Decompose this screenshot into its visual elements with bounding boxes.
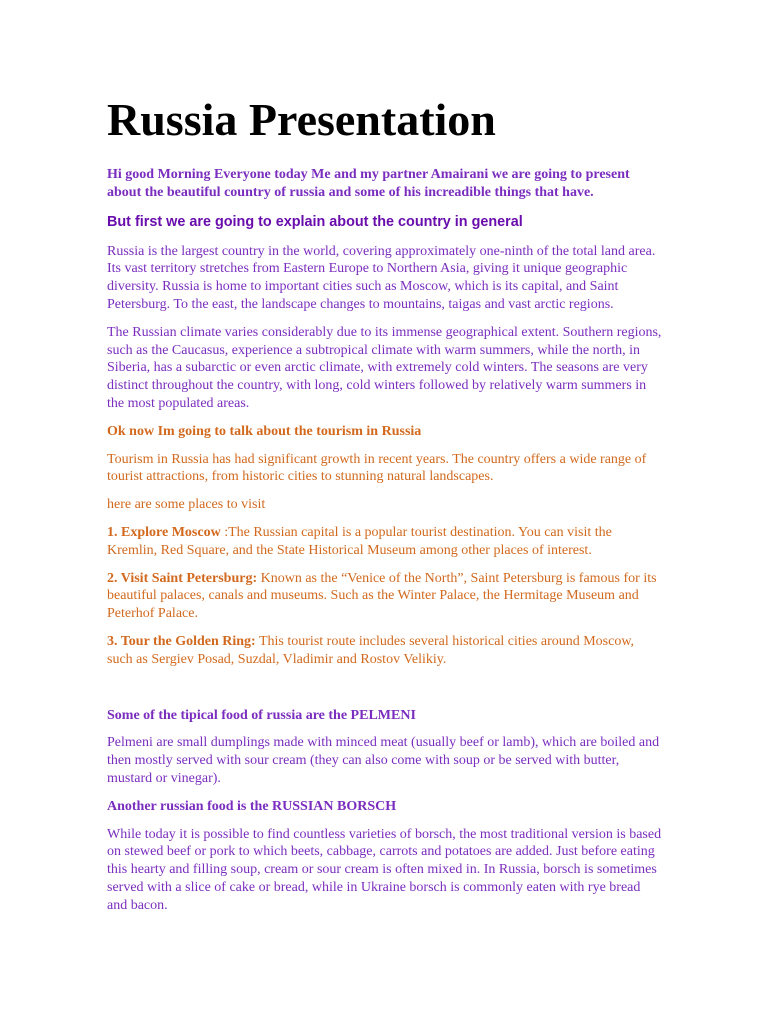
- places-intro: here are some places to visit: [107, 497, 266, 513]
- tourism-heading: Ok now Im going to talk about the tourism in Russia: [107, 423, 422, 439]
- place-text: Known as the “Venice of the North”, Saint Petersburg is famous for its beautiful palaces, canals and museums. Such as the Winter Palace, the Hermitage Museum and Peterhof Palace.: [107, 570, 657, 622]
- tourism-paragraph: Tourism in Russia has had significant growth in recent years. The country offers a wide range of tourist attractions, from historic cities to stunning natural landscapes.: [107, 451, 647, 485]
- section-spacer: [107, 679, 662, 707]
- page-title: Russia Presentation: [107, 94, 496, 145]
- general-heading: But first we are going to explain about the country in general: [107, 213, 523, 230]
- place-label: 2. Visit Saint Petersburg:: [107, 570, 258, 586]
- place-label: 1. Explore Moscow: [107, 524, 221, 540]
- place-label: 3. Tour the Golden Ring:: [107, 633, 256, 649]
- food-heading: Some of the tipical food of russia are the PELMENI: [107, 707, 416, 723]
- place-item: [107, 570, 662, 623]
- intro-paragraph: Hi good Morning Everyone today Me and my partner Amairani we are going to present about the beautiful country of russia and some of his increadible things that have.: [107, 167, 630, 200]
- general-paragraph-2: The Russian climate varies considerably due to its immense geographical extent. Southern regions, such as the Caucasus, experience a subtropical climate with warm summers, while the north, in Siberia, has a subarctic or even arctic climate, with extremely cold winters. The seasons are very distinct throughout the country, with long, cold winters followed by relatively warm summers in the most populated areas.: [107, 324, 662, 411]
- borsch-paragraph: While today it is possible to find countless varieties of borsch, the most traditional version is based on stewed beef or pork to which beets, cabbage, carrots and potatoes are added. Just before eating this hearty and filling soup, cream or sour cream is often mixed in. In Russia, borsch is sometimes served with a slice of cake or bread, while in Ukraine borsch is commonly eaten with rye bread and bacon.: [107, 826, 662, 913]
- place-text: :The Russian capital is a popular tourist destination. You can visit the Kremlin, Red Square, and the State Historical Museum among other places of interest.: [107, 524, 612, 558]
- food-paragraph: Pelmeni are small dumplings made with minced meat (usually beef or lamb), which are boiled and then mostly served with sour cream (they can also come with soup or be served with butter, mustard or vinegar).: [107, 735, 660, 786]
- borsch-heading: Another russian food is the RUSSIAN BORSCH: [107, 798, 397, 814]
- place-text: This tourist route includes several historical cities around Moscow, such as Sergiev Posad, Suzdal, Vladimir and Rostov Velikiy.: [107, 633, 635, 667]
- general-paragraph-1: Russia is the largest country in the world, covering approximately one-ninth of the total land area. Its vast territory stretches from Eastern Europe to Northern Asia, giving it unique geographic diversity. Russia is home to important cities such as Moscow, which is its capital, and Saint Petersburg. To the east, the landscape changes to mountains, taigas and vast arctic regions.: [107, 243, 656, 312]
- place-item: [107, 633, 662, 669]
- place-item: [107, 524, 662, 560]
